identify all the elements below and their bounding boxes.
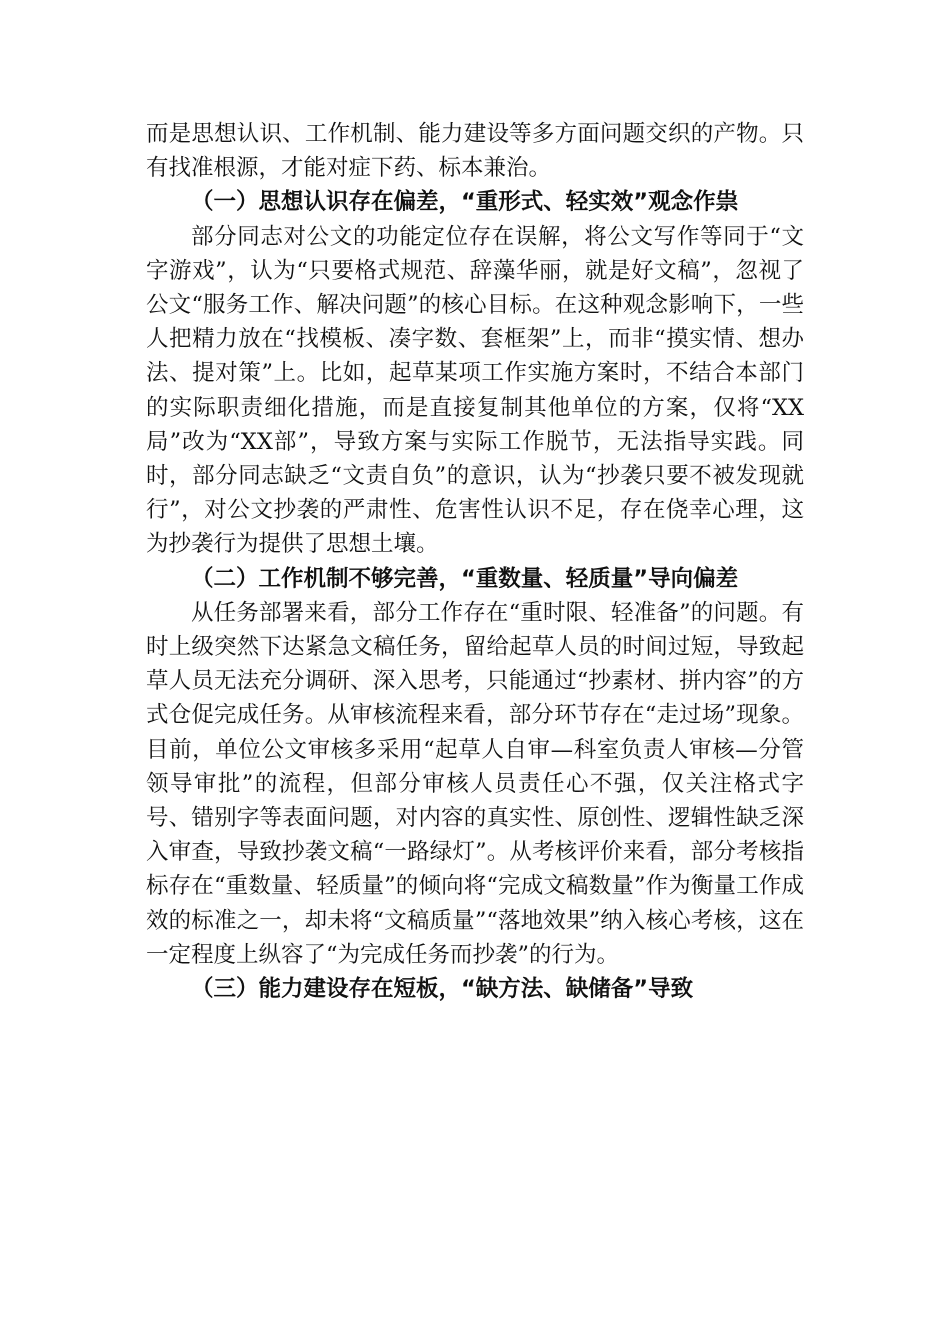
section-2-body: 从任务部署来看，部分工作存在“重时限、轻准备”的问题。有时上级突然下达紧急文稿任务，留给起草人员的时间过短，导致起草人员无法充分调研、深入思考，只能通过“抄素材、拼内容”的方式仓促完成任务。从审核流程来看，部分环节存在“走过场”现象。目前，单位公文审核多采用“起草人自审—科室负责人审核—分管领导审批”的流程，但部分审核人员责任心不强，仅关注格式字号、错别字等表面问题，对内容的真实性、原创性、逻辑性缺乏深入审查，导致抄袭文稿“一路绿灯”。从考核评价来看，部分考核指标存在“重数量、轻质量”的倾向将“完成文稿数量”作为衡量工作成效的标准之一，却未将“文稿质量”“落地效果”纳入核心考核，这在一定程度上纵容了“为完成任务而抄袭”的行为。 — [146, 599, 804, 968]
section-2-heading: （二）工作机制不够完善，“重数量、轻质量”导向偏差 — [191, 565, 739, 592]
document-page — [146, 117, 804, 1006]
intro-paragraph: 而是思想认识、工作机制、能力建设等多方面问题交织的产物。只有找准根源，才能对症下药、标本兼治。 — [146, 121, 804, 182]
section-1-body: 部分同志对公文的功能定位存在误解，将公文写作等同于“文字游戏”，认为“只要格式规范、辞藻华丽，就是好文稿”，忽视了公文“服务工作、解决问题”的核心目标。在这种观念影响下，一些人把精力放在“找模板、凑字数、套框架”上，而非“摸实情、想办法、提对策”上。比如，起草某项工作实施方案时，不结合本部门的实际职责细化措施，而是直接复制其他单位的方案，仅将“XX局”改为“XX部”，导致方案与实际工作脱节，无法指导实践。同时，部分同志缺乏“文责自负”的意识，认为“抄袭只要不被发现就行”，对公文抄袭的严肃性、危害性认识不足，存在侥幸心理，这为抄袭行为提供了思想土壤。 — [146, 223, 804, 558]
section-1-heading: （一）思想认识存在偏差，“重形式、轻实效”观念作祟 — [191, 189, 739, 216]
section-3-heading: （三）能力建设存在短板，“缺方法、缺储备”导致 — [191, 976, 694, 1003]
